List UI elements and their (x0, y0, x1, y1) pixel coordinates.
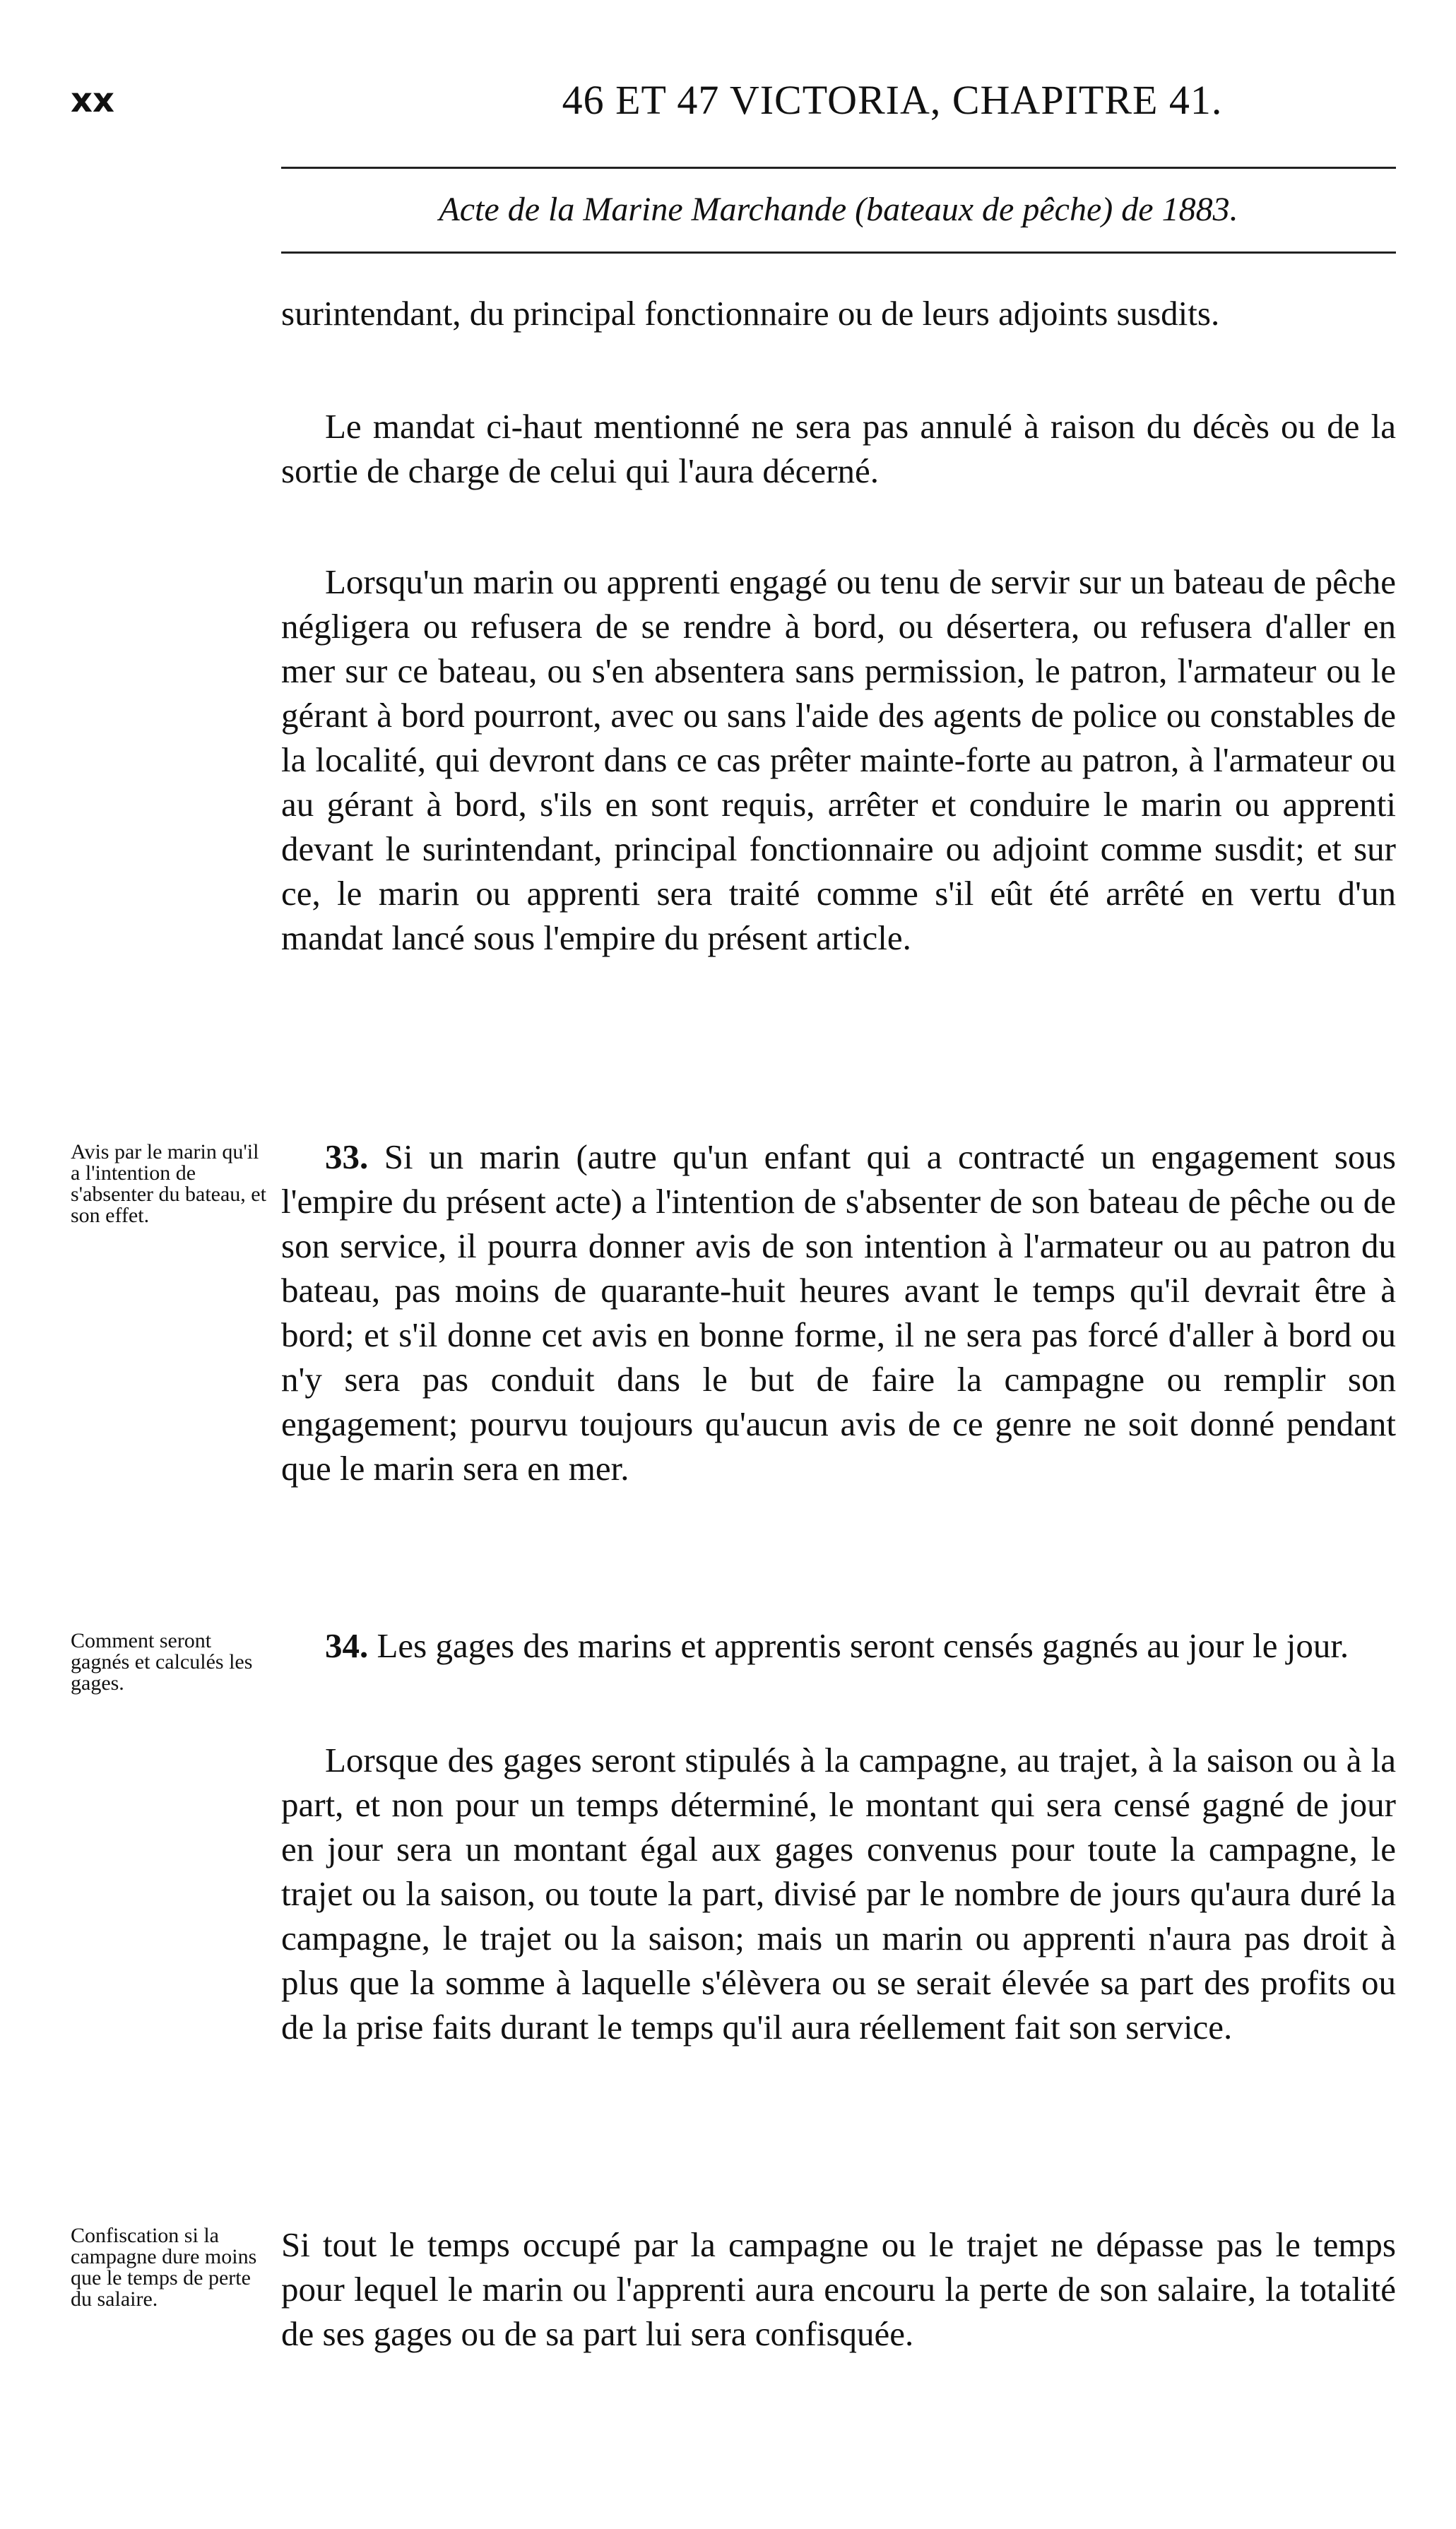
running-title: 46 ET 47 VICTORIA, CHAPITRE 41. (562, 77, 1223, 123)
paragraph-continuation: surintendant, du principal fonctionnaire ou de leurs adjoints susdits. (281, 294, 1220, 333)
margin-note-wages: Comment seront gagnés et calculés les gages. (71, 1629, 253, 1695)
section-34 (281, 1623, 1396, 1668)
header-rule-bottom (281, 251, 1396, 254)
header-rule-top (281, 167, 1396, 169)
margin-note-confiscation: Confiscation si la campagne dure moins que le temps de perte du salaire. (71, 2224, 257, 2311)
margin-note-notice: Avis par le marin qu'il a l'intention de s'absenter du bateau, et son effet. (71, 1140, 266, 1227)
section-34-number: 34. (325, 1626, 369, 1665)
section-33-text: Si un marin (autre qu'un enfant qui a contracté un engagement sous l'empire du présent acte) a l'intention de s'absenter de son bateau de pêche ou de son service, il pourra donner avis de son intention à l'armateur ou au patron du bateau, pas moins de quarante-huit heures avant le temps qu'il devrait être à bord; et s'il donne cet avis en bonne forme, il ne sera pas forcé d'aller à bord ou n'y sera pas conduit dans le but de faire la campagne ou remplir son engagement; pourvu toujours qu'aucun avis de ce genre ne soit donné pendant que le marin sera en mer. (281, 1137, 1397, 1488)
paragraph-arrest: Lorsqu'un marin ou apprenti engagé ou tenu de servir sur un bateau de pêche négligera ou refusera de se rendre à bord, ou désertera, ou refusera d'aller en mer sur ce bateau, ou s'en absentera sans permission, le patron, l'armateur ou le gérant à bord pourront, avec ou sans l'aide des agents de police ou constables de la localité, qui devront dans ce cas prêter mainte-forte au patron, à l'armateur ou au gérant à bord, s'ils en sont requis, arrêter et conduire le marin ou apprenti devant le surintendant, principal fonctionnaire ou adjoint comme susdit; et sur ce, le marin ou apprenti sera traité comme s'il eût été arrêté en vertu d'un mandat lancé sous l'empire du présent article. (281, 562, 1396, 957)
section-34-text: Les gages des marins et apprentis seront censés gagnés au jour le jour. (377, 1626, 1349, 1665)
section-33 (281, 1135, 1396, 1491)
page-header (71, 72, 1406, 129)
act-title: Acte de la Marine Marchande (bateaux de pêche) de 1883. (439, 191, 1238, 228)
page-number: xx (71, 81, 114, 120)
paragraph-mandate: Le mandat ci-haut mentionné ne sera pas annulé à raison du décès ou de la sortie de charge de celui qui l'aura décerné. (281, 407, 1396, 490)
paragraph-confiscation: Si tout le temps occupé par la campagne ou le trajet ne dépasse pas le temps pour lequel le marin ou l'apprenti aura encouru la perte de son salaire, la totalité de ses gages ou de sa part lui sera confisquée. (281, 2225, 1396, 2353)
paragraph-wages-calculation: Lorsque des gages seront stipulés à la campagne, au trajet, à la saison ou à la part, et non pour un temps déterminé, le montant qui sera censé gagné de jour en jour sera un montant égal aux gages convenus pour toute la campagne, le trajet ou la saison, ou toute la part, divisé par le nombre de jours qu'aura duré la campagne, le trajet ou la saison; mais un marin ou apprenti n'aura pas droit à plus que la somme à laquelle s'élèvera ou se serait élevée sa part des profits ou de la prise faits durant le temps qu'il aura réellement fait son service. (281, 1741, 1396, 2047)
section-33-number: 33. (325, 1137, 369, 1176)
